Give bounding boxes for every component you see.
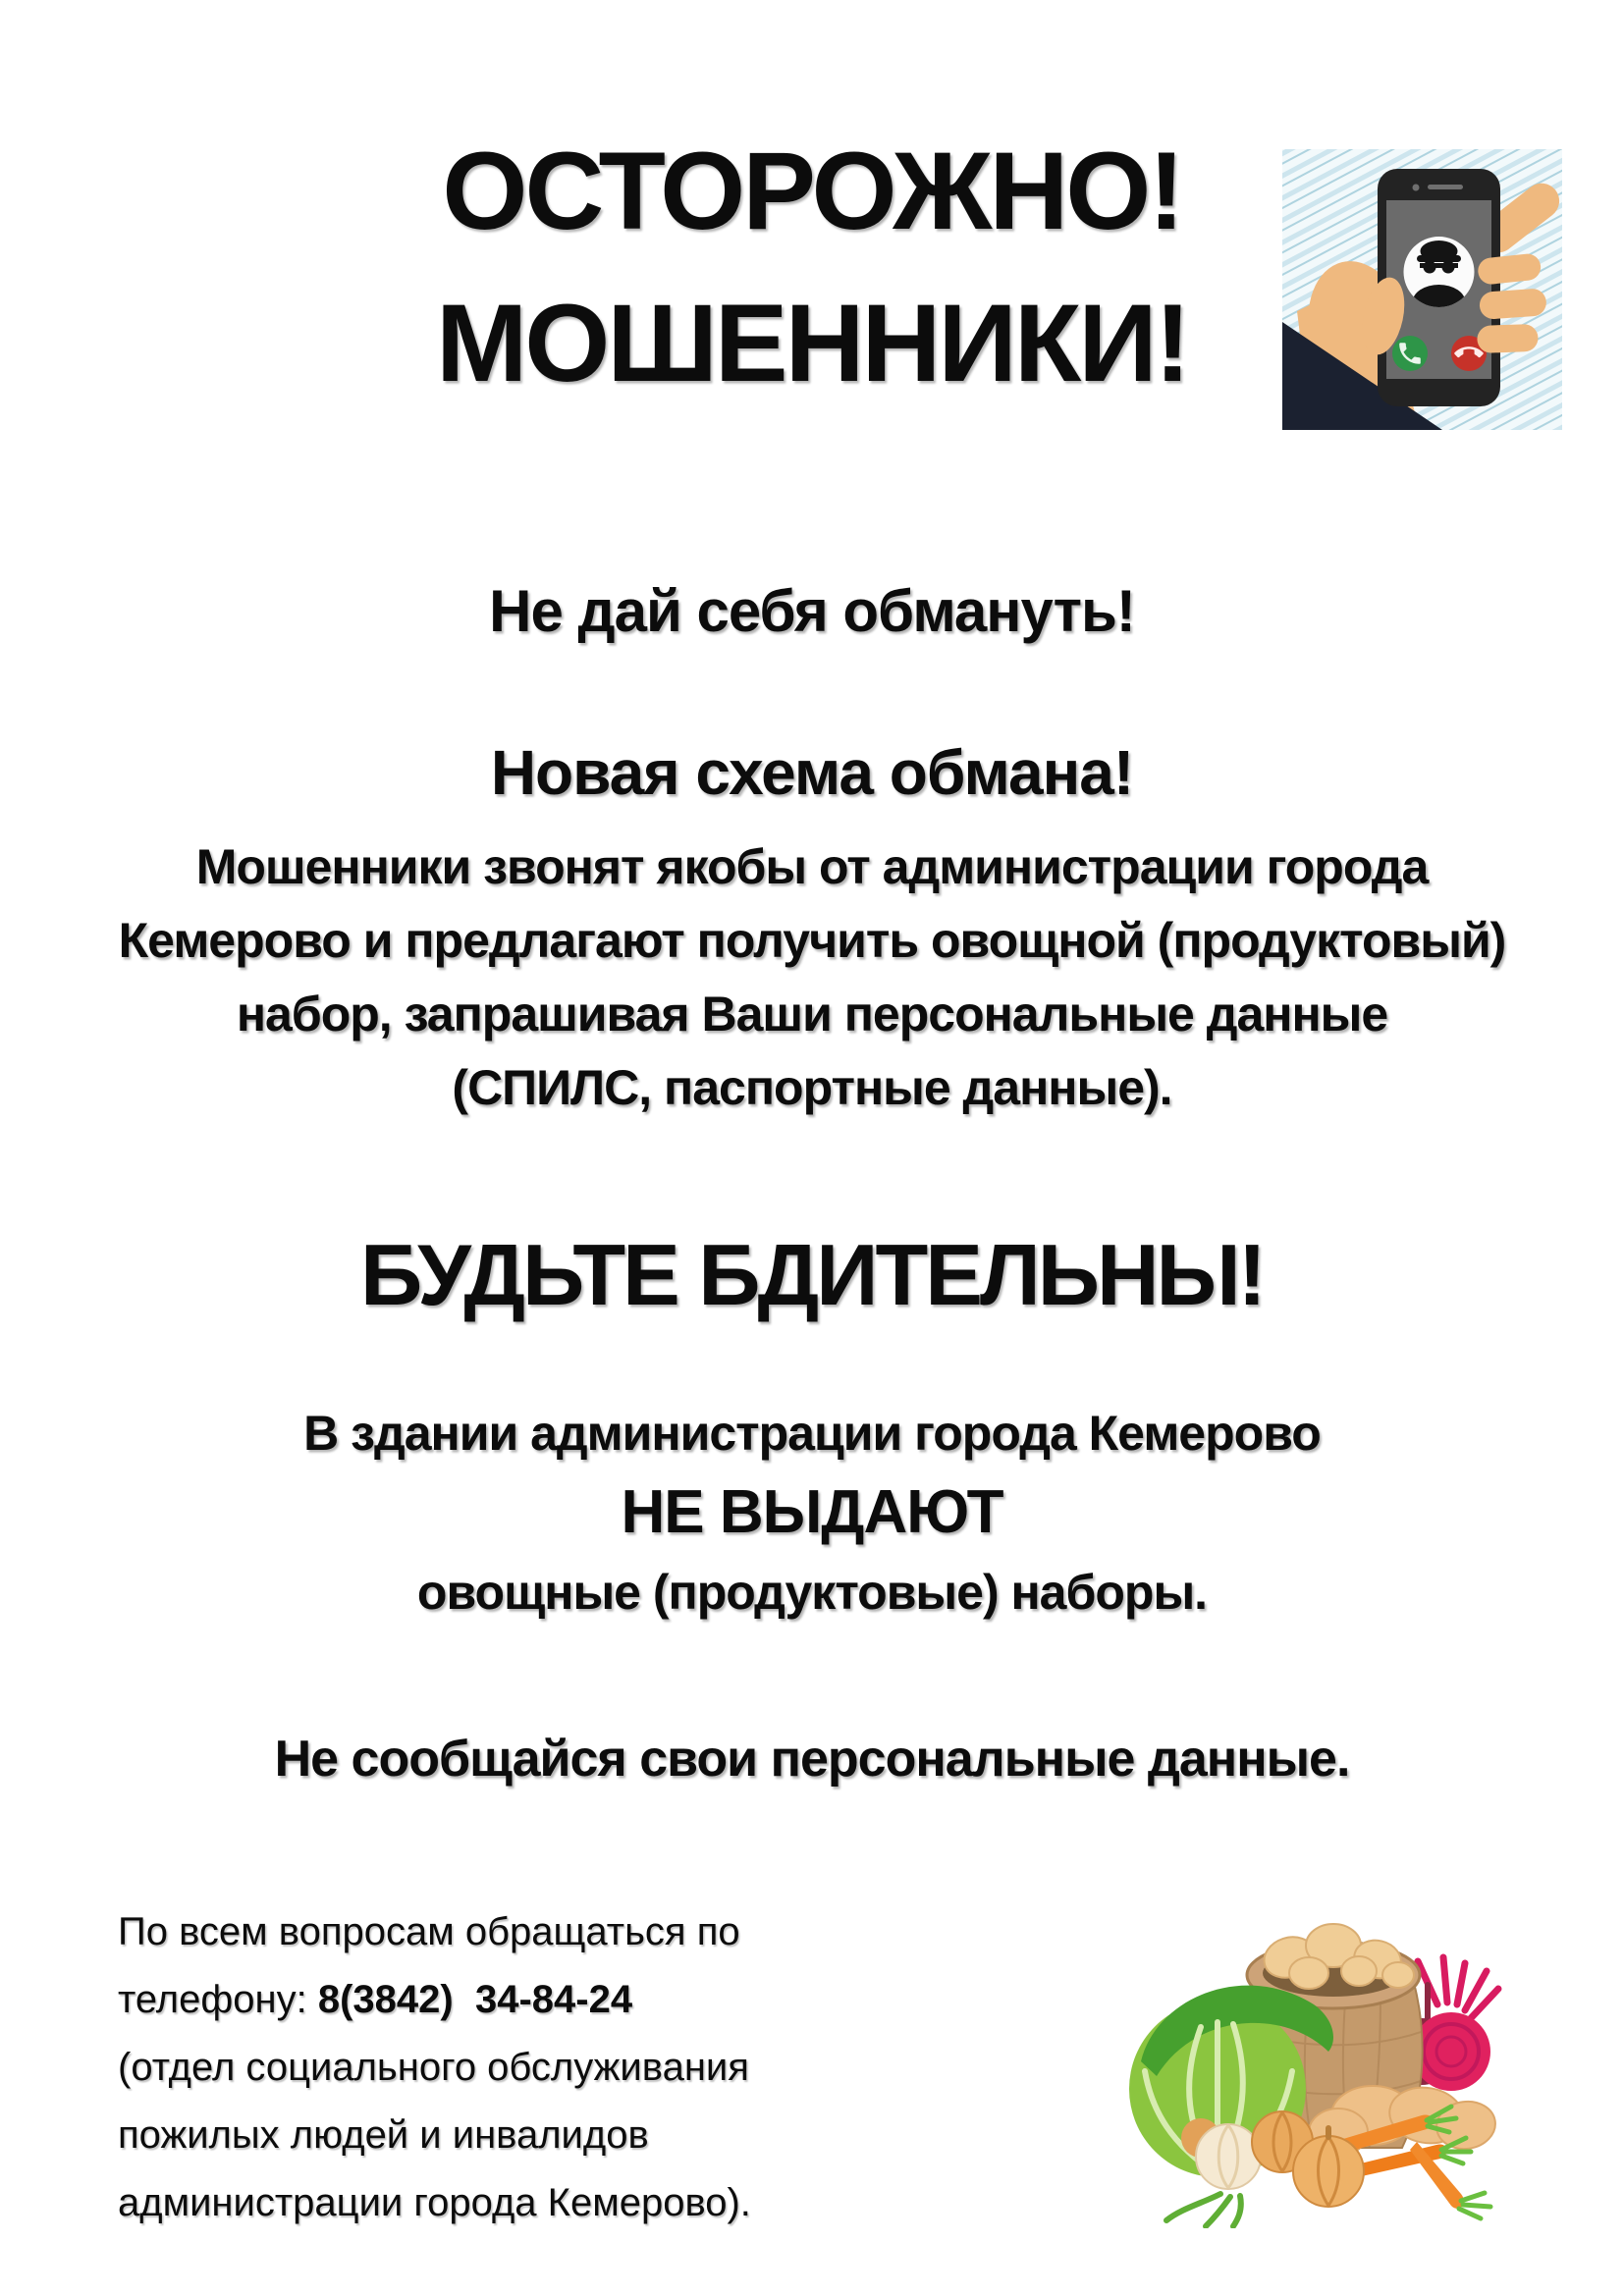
contact-line-phone bbox=[118, 1966, 785, 2034]
onion-greens bbox=[1166, 2194, 1241, 2226]
contact-info bbox=[118, 1898, 785, 2237]
title-line-1: ОСТОРОЖНО! bbox=[442, 130, 1182, 252]
contact-line: По всем вопросам обращаться по bbox=[118, 1910, 740, 1953]
warning-line-3: овощные (продуктовые) наборы. bbox=[416, 1565, 1208, 1620]
alert-heading: БУДЬТЕ БДИТЕЛЬНЫ! bbox=[360, 1226, 1264, 1323]
warning-section bbox=[0, 1396, 1624, 1629]
title-line-2: МОШЕННИКИ! bbox=[435, 281, 1189, 404]
scheme-heading: Новая схема обмана! bbox=[490, 737, 1134, 808]
contact-line: (отдел социального обслуживания bbox=[118, 2046, 749, 2089]
vegetables-image bbox=[1127, 1914, 1520, 2228]
scam-call-image bbox=[1282, 149, 1562, 430]
scheme-line: Мошенники звонят якобы от администрации города bbox=[195, 839, 1429, 894]
scheme-paragraph bbox=[0, 830, 1624, 1125]
warning-line-1: В здании администрации города Кемерово bbox=[303, 1406, 1321, 1461]
contact-line: администрации города Кемерово). bbox=[118, 2181, 751, 2224]
vegetables-illustration bbox=[1127, 1914, 1520, 2228]
scheme-line: Кемерово и предлагают получить овощной (продуктовый) bbox=[118, 913, 1506, 968]
phone-label: телефону: bbox=[118, 1978, 318, 2021]
answer-call-icon bbox=[1392, 336, 1428, 371]
warning-line-2: НЕ ВЫДАЮТ bbox=[621, 1478, 1003, 1546]
advice-line: Не сообщайся свои персональные данные. bbox=[274, 1731, 1350, 1788]
scam-call-illustration bbox=[1282, 149, 1562, 430]
phone-number: 8(3842) 34-84-24 bbox=[317, 1978, 633, 2021]
scheme-line: (СПИЛС, паспортные данные). bbox=[452, 1060, 1172, 1115]
contact-line: пожилых людей и инвалидов bbox=[118, 2113, 649, 2157]
scheme-line: набор, запрашивая Ваши персональные данные bbox=[236, 987, 1388, 1041]
subtitle: Не дай себя обмануть! bbox=[489, 578, 1135, 644]
